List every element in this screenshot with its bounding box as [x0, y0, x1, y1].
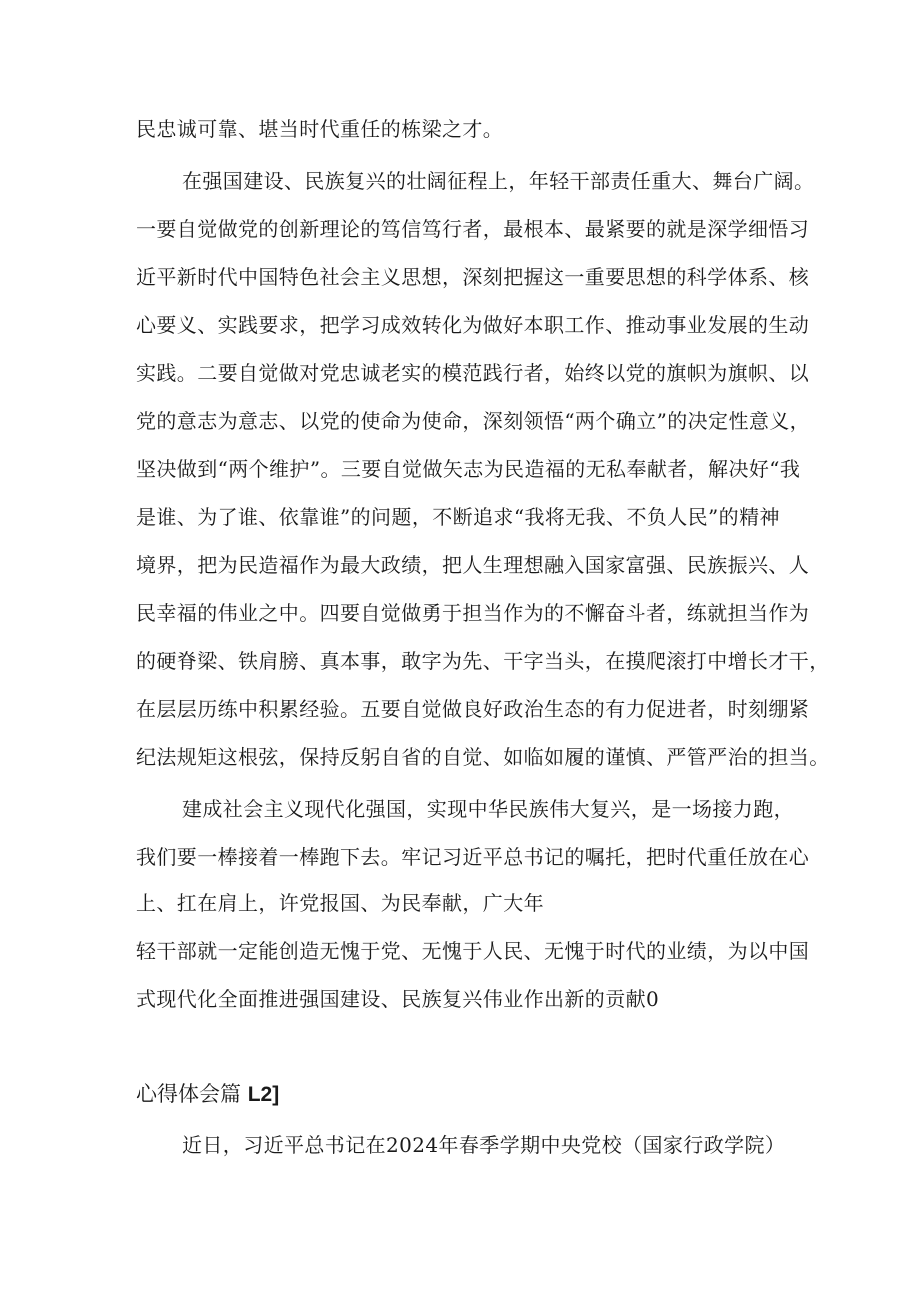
- paragraph-line: 近日，习近平总书记在2024年春季学期中央党校（国家行政学院）: [182, 1133, 786, 1157]
- paragraph-line: 我们要一棒接着一棒跑下去。牢记习近平总书记的嘱托，把时代重任放在心: [136, 845, 810, 869]
- paragraph-line: 在强国建设、民族复兴的壮阔征程上，年轻干部责任重大、舞台广阔。: [182, 169, 815, 193]
- paragraph-line: 民忠诚可靠、堪当时代重任的栋梁之才。: [136, 117, 504, 141]
- paragraph-line: 党的意志为意志、以党的使命为使命，深刻领悟“两个确立”的决定性意义，: [136, 409, 811, 433]
- paragraph-line: 是谁、为了谁、依靠谁”的问题，不断追求“我将无我、不负人民”的精神: [136, 505, 780, 529]
- paragraph-line: 实践。二要自觉做对党忠诚老实的模范践行者，始终以党的旗帜为旗帜、以: [136, 361, 810, 385]
- paragraph-line: 在层层历练中积累经验。五要自觉做良好政治生态的有力促进者，时刻绷紧: [136, 697, 810, 721]
- paragraph-line: 近平新时代中国特色社会主义思想，深刻把握这一重要思想的科学体系、核: [136, 265, 810, 289]
- paragraph-line: 坚决做到“两个维护”。三要自觉做矢志为民造福的无私奉献者，解决好“我: [136, 457, 801, 481]
- paragraph-line: 上、扛在肩上，许党报国、为民奉献，广大年: [136, 891, 544, 915]
- section-heading: [136, 1080, 279, 1109]
- paragraph-line: 建成社会主义现代化强国，实现中华民族伟大复兴，是一场接力跑，: [182, 797, 794, 821]
- paragraph-line: 心要义、实践要求，把学习成效转化为做好本职工作、推动事业发展的生动: [136, 313, 810, 337]
- paragraph-line: 的硬脊梁、铁肩膀、真本事，敢字为先、干字当头，在摸爬滚打中增长才干，: [136, 649, 830, 673]
- paragraph-line: 式现代化全面推进强国建设、民族复兴伟业作出新的贡献0: [136, 987, 660, 1011]
- paragraph-line: 轻干部就一定能创造无愧于党、无愧于人民、无愧于时代的业绩，为以中国: [136, 939, 810, 963]
- paragraph-line: 一要自觉做党的创新理论的笃信笃行者，最根本、最紧要的就是深学细悟习: [136, 217, 810, 241]
- paragraph-line: 民幸福的伟业之中。四要自觉做勇于担当作为的不懈奋斗者，练就担当作为: [136, 601, 810, 625]
- section-heading-text: 心得体会篇: [136, 1082, 241, 1106]
- paragraph-line: 境界，把为民造福作为最大政绩，把人生理想融入国家富强、民族振兴、人: [136, 553, 810, 577]
- section-heading-tag: L2]: [247, 1083, 280, 1106]
- paragraph-line: 纪法规矩这根弦，保持反躬自省的自觉、如临如履的谨慎、严管严治的担当。: [136, 745, 830, 769]
